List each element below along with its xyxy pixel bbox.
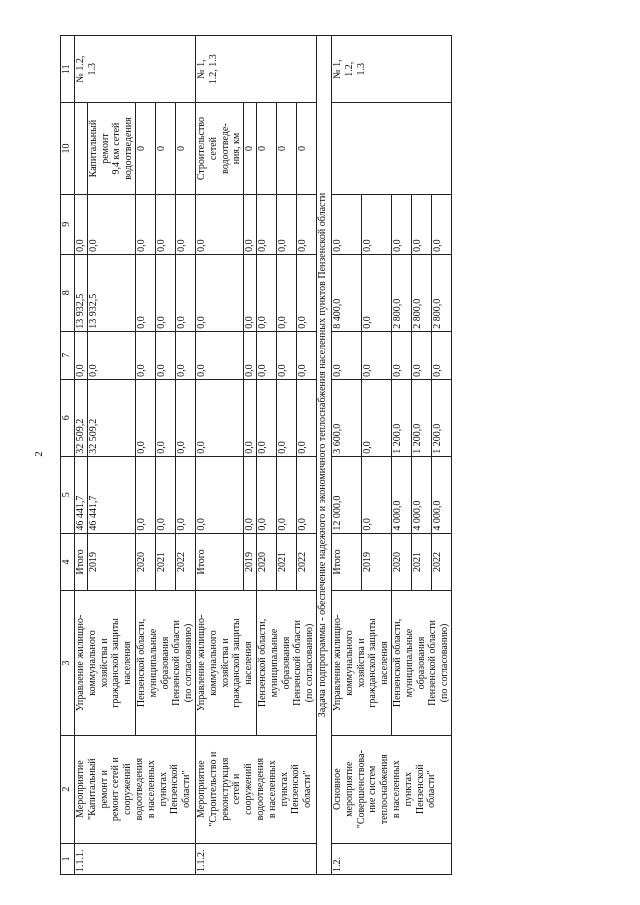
- value-cell: 0,0: [276, 456, 296, 533]
- year-cell: 2020: [135, 533, 155, 591]
- col-header: 5: [61, 456, 75, 533]
- value-cell: 0: [155, 103, 175, 194]
- value-cell: 46 441,7: [75, 456, 88, 533]
- value-cell: 0,0: [331, 194, 361, 254]
- year-cell: 2022: [175, 533, 195, 591]
- value-cell: [75, 103, 88, 194]
- value-cell: 8 400,0: [331, 254, 361, 331]
- value-cell: 0,0: [155, 331, 175, 379]
- measure-name: Основное мероприятие "Совершенствова- ние систем теплоснабжения в населенных пунктах Пензенской области": [331, 735, 451, 843]
- year-cell: 2021: [411, 533, 431, 591]
- value-cell: 0,0: [175, 194, 195, 254]
- value-cell: 32 509,2: [87, 379, 135, 456]
- value-cell: 0,0: [195, 379, 243, 456]
- year-cell: 2022: [431, 533, 451, 591]
- executor-a: Управление жилищно- коммунального хозяйства и гражданской защиты населения: [75, 591, 136, 735]
- value-cell: 0,0: [256, 254, 276, 331]
- year-cell: 2022: [296, 533, 316, 591]
- value-cell: 13 932,5: [75, 254, 88, 331]
- col-header: 3: [61, 591, 75, 735]
- value-cell: 0,0: [155, 194, 175, 254]
- value-cell: 0,0: [244, 254, 257, 331]
- value-cell: 0,0: [256, 379, 276, 456]
- value-cell: 0,0: [195, 194, 243, 254]
- ref-cell: № 1, 1.2, 1.3: [331, 36, 451, 103]
- measure-name: Мероприятие "Капитальный ремонт и ремонт сетей и сооружений водоотведения в населенных пунктах Пензенской области": [75, 735, 196, 843]
- year-cell: Итого: [331, 533, 361, 591]
- executor-b: Пензенской области, муниципальные образования Пензенской области (по согласованию): [391, 591, 451, 735]
- value-cell: 0,0: [195, 456, 243, 533]
- value-cell: 1 200,0: [431, 379, 451, 456]
- row-code: 1.1.1.: [75, 843, 196, 874]
- program-table: [60, 35, 452, 875]
- ref-cell: № 1, 1.2, 1.3: [195, 36, 316, 103]
- value-cell: 0,0: [361, 456, 391, 533]
- value-cell: 0,0: [244, 379, 257, 456]
- value-cell: 2 800,0: [411, 254, 431, 331]
- year-cell: 2020: [391, 533, 411, 591]
- col-header: 1: [61, 843, 75, 874]
- executor-a: Управление жилищно- коммунального хозяйства и гражданской защиты населения: [331, 591, 391, 735]
- value-cell: 0,0: [175, 456, 195, 533]
- year-cell: 2019: [361, 533, 391, 591]
- value-cell: 0,0: [135, 194, 155, 254]
- value-cell: 0,0: [361, 379, 391, 456]
- value-cell: 46 441,7: [87, 456, 135, 533]
- value-cell: 0,0: [195, 331, 243, 379]
- value-cell: 0,0: [175, 379, 195, 456]
- task-title: Задача подпрограммы - обеспечение надежного и экономичного теплоснабжения населенных пунктов Пензенской области: [316, 36, 331, 875]
- value-cell: 0,0: [87, 331, 135, 379]
- value-cell: 4 000,0: [431, 456, 451, 533]
- value-cell: 4 000,0: [391, 456, 411, 533]
- value-cell: 3 600,0: [331, 379, 361, 456]
- col-header: 8: [61, 254, 75, 331]
- indicator-cell: [331, 103, 451, 194]
- value-cell: 0,0: [244, 456, 257, 533]
- value-cell: 0,0: [256, 331, 276, 379]
- value-cell: 0,0: [135, 254, 155, 331]
- value-cell: 0,0: [244, 194, 257, 254]
- table-row: [75, 36, 88, 875]
- header-row: [61, 36, 75, 875]
- value-cell: 0,0: [296, 456, 316, 533]
- year-cell: 2021: [155, 533, 175, 591]
- value-cell: 0,0: [87, 194, 135, 254]
- value-cell: 12 000,0: [331, 456, 361, 533]
- value-cell: 0,0: [361, 194, 391, 254]
- value-cell: 0,0: [175, 331, 195, 379]
- measure-name: Мероприятие "Строительство и реконструкция сетей и сооружений водоотведения в населенных пунктах Пензенской области": [195, 735, 316, 843]
- value-cell: 1 200,0: [411, 379, 431, 456]
- indicator-cell: Строительство сетей водоотведе- ния, км: [195, 103, 243, 194]
- value-cell: 1 200,0: [391, 379, 411, 456]
- col-header: 11: [61, 36, 75, 103]
- value-cell: 0,0: [411, 331, 431, 379]
- value-cell: 0,0: [135, 331, 155, 379]
- table-row: [331, 36, 361, 875]
- value-cell: 0,0: [331, 331, 361, 379]
- value-cell: 0: [256, 103, 276, 194]
- rotated-table-wrapper: [60, 35, 620, 875]
- value-cell: 0,0: [296, 379, 316, 456]
- value-cell: 0,0: [175, 254, 195, 331]
- col-header: 2: [61, 735, 75, 843]
- value-cell: 0: [296, 103, 316, 194]
- value-cell: 0,0: [361, 254, 391, 331]
- value-cell: 0,0: [135, 379, 155, 456]
- value-cell: 0,0: [276, 194, 296, 254]
- value-cell: 0,0: [296, 331, 316, 379]
- value-cell: 0,0: [391, 331, 411, 379]
- col-header: 6: [61, 379, 75, 456]
- value-cell: 0,0: [256, 194, 276, 254]
- value-cell: 2 800,0: [391, 254, 411, 331]
- value-cell: 0,0: [296, 254, 316, 331]
- value-cell: 0,0: [155, 254, 175, 331]
- value-cell: 0: [276, 103, 296, 194]
- value-cell: 0,0: [155, 379, 175, 456]
- value-cell: 0,0: [244, 331, 257, 379]
- value-cell: 0,0: [276, 379, 296, 456]
- value-cell: 0,0: [431, 194, 451, 254]
- value-cell: 0,0: [276, 254, 296, 331]
- year-cell: 2020: [256, 533, 276, 591]
- col-header: 4: [61, 533, 75, 591]
- value-cell: 0,0: [195, 254, 243, 331]
- value-cell: 4 000,0: [411, 456, 431, 533]
- col-header: 9: [61, 194, 75, 254]
- value-cell: 0,0: [296, 194, 316, 254]
- executor-a: Управление жилищно- коммунального хозяйства и гражданской защиты населения: [195, 591, 256, 735]
- col-header: 10: [61, 103, 75, 194]
- value-cell: 13 932,5: [87, 254, 135, 331]
- table-row: [195, 36, 243, 875]
- year-cell: 2019: [244, 533, 257, 591]
- page-number: 2: [32, 451, 45, 457]
- value-cell: 0,0: [256, 456, 276, 533]
- value-cell: 0,0: [75, 331, 88, 379]
- value-cell: 32 509,2: [75, 379, 88, 456]
- year-cell: 2019: [87, 533, 135, 591]
- value-cell: 0,0: [155, 456, 175, 533]
- row-code: 1.1.2.: [195, 843, 316, 874]
- ref-cell: № 1.2, 1.3: [75, 36, 196, 103]
- value-cell: 0,0: [411, 194, 431, 254]
- row-code: 1.2.: [331, 843, 451, 874]
- value-cell: 0: [244, 103, 257, 194]
- value-cell: 0,0: [361, 331, 391, 379]
- value-cell: 0,0: [391, 194, 411, 254]
- value-cell: 0,0: [135, 456, 155, 533]
- year-cell: 2021: [276, 533, 296, 591]
- value-cell: 2 800,0: [431, 254, 451, 331]
- executor-b: Пензенской области, муниципальные образования Пензенской области (по согласованию): [256, 591, 316, 735]
- value-cell: 0: [135, 103, 155, 194]
- year-cell: Итого: [195, 533, 243, 591]
- col-header: 7: [61, 331, 75, 379]
- value-cell: 0: [175, 103, 195, 194]
- indicator-cell: Капитальный ремонт 9,4 км сетей водоотведения: [87, 103, 135, 194]
- executor-b: Пензенской области, муниципальные образования Пензенской области (по согласованию): [135, 591, 195, 735]
- year-cell: Итого: [75, 533, 88, 591]
- task-row: [316, 36, 331, 875]
- value-cell: 0,0: [75, 194, 88, 254]
- value-cell: 0,0: [431, 331, 451, 379]
- value-cell: 0,0: [276, 331, 296, 379]
